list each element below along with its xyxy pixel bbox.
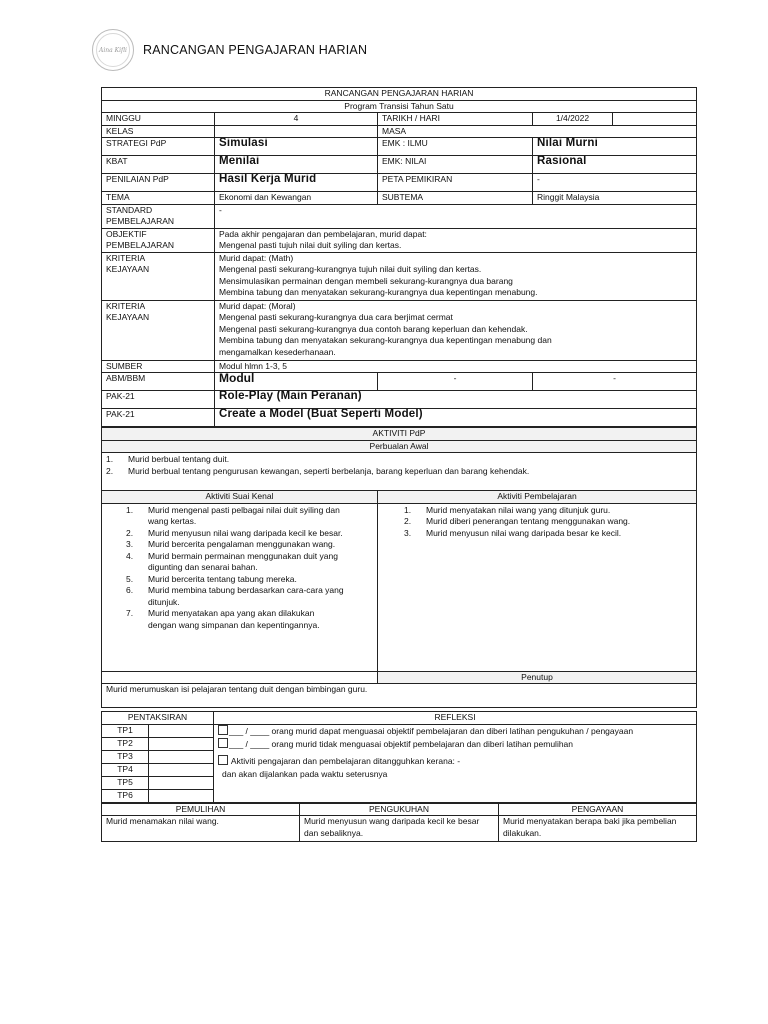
pemulihan-title: PEMULIHAN [102, 803, 300, 816]
tp-value [149, 789, 214, 802]
pak21-label-2: PAK-21 [102, 409, 215, 427]
pak21-value-1: Role-Play (Main Peranan) [215, 391, 697, 409]
emk-ilmu-value: Nilai Murni [533, 138, 697, 156]
abm-label: ABM/BBM [102, 373, 215, 391]
pak21-value-2: Create a Model (Buat Seperti Model) [215, 409, 697, 427]
kbat-value: Menilai [215, 156, 378, 174]
kelas-value [215, 125, 378, 138]
checkbox-icon [218, 755, 228, 765]
strategi-label: STRATEGI PdP [102, 138, 215, 156]
tarikh-value: 1/4/2022 [533, 113, 613, 126]
suai-kenal-list [102, 503, 378, 671]
rph-table [101, 87, 697, 427]
pak21-label-1: PAK-21 [102, 391, 215, 409]
tp-value [149, 737, 214, 750]
list-item: 2. Murid berbual tentang pengurusan kewangan, seperti berbelanja, barang keperluan dan barang kehendak. [106, 465, 530, 476]
page-header [92, 28, 367, 72]
tarikh-extra [613, 113, 697, 126]
penutup-spacer [102, 671, 378, 684]
tp-label: TP3 [102, 750, 149, 763]
checkbox-icon [218, 725, 228, 735]
list-item: 1. Murid menyatakan nilai wang yang ditunjuk guru. [404, 504, 611, 515]
aktiviti-title: AKTIVITI PdP [102, 428, 697, 441]
strategi-value: Simulasi [215, 138, 378, 156]
logo-text: Aina Kifli [99, 46, 127, 54]
objektif-value: Pada akhir pengajaran dan pembelajaran, murid dapat: Mengenal pasti tujuh nilai duit syiling dan kertas. [215, 228, 697, 252]
minggu-value: 4 [215, 113, 378, 126]
kriteria1-label: KRITERIA KEJAYAAN [102, 252, 215, 300]
list-item: 6. Murid membina tabung berdasarkan cara-cara yang ditunjuk. [126, 585, 344, 607]
kriteria1-value: Murid dapat: (Math) Mengenal pasti sekurang-kurangnya tujuh nilai duit syiling dan kertas. Mensimulasikan permainan dengan membeli sekurang-kurangnya dua barang Membina tabung dan menyatakan sekurang-kurangnya dua kepentingan menabung. [215, 252, 697, 300]
peta-label: PETA PEMIKIRAN [378, 174, 533, 192]
tema-label: TEMA [102, 192, 215, 205]
rph-title: RANCANGAN PENGAJARAN HARIAN [102, 88, 697, 101]
masa-label: MASA [378, 125, 697, 138]
objektif-label: OBJEKTIF PEMBELAJARAN [102, 228, 215, 252]
pembelajaran-title: Aktiviti Pembelajaran [378, 491, 697, 504]
tp-label: TP5 [102, 776, 149, 789]
pengayaan-text: Murid menyatakan berapa baki jika pembelian dilakukan. [499, 816, 697, 842]
kriteria2-value: Murid dapat: (Moral) Mengenal pasti sekurang-kurangnya dua cara berjimat cermat Mengenal pasti sekurang-kurangnya dua contoh barang keperluan dan kehendak. Membina tabung dan menyatakan sekurang-kurangnya dua kepentingan menabung dan mengamalkan kesederhanaan. [215, 300, 697, 360]
tp-label: TP4 [102, 763, 149, 776]
emk-nilai-value: Rasional [533, 156, 697, 174]
pentaksiran-title: PENTAKSIRAN [102, 712, 214, 725]
abm-value: Modul [215, 373, 378, 391]
list-item: 2. Murid diberi penerangan tentang menggunakan wang. [404, 516, 631, 526]
pengukuhan-text: Murid menyusun wang daripada kecil ke besar dan sebaliknya. [300, 816, 499, 842]
aktiviti-table [101, 427, 697, 708]
list-item: 5. Murid bercerita tentang tabung mereka. [126, 573, 297, 584]
emk-nilai-label: EMK: NILAI [378, 156, 533, 174]
penutup-text: Murid merumuskan isi pelajaran tentang duit dengan bimbingan guru. [102, 684, 697, 708]
peta-value: - [533, 174, 697, 192]
perbualan-title: Perbualan Awal [102, 440, 697, 453]
sp-value: - [215, 204, 697, 228]
subtema-value: Ringgit Malaysia [533, 192, 697, 205]
kelas-label: KELAS [102, 125, 215, 138]
pemulihan-text: Murid menamakan nilai wang. [102, 816, 300, 842]
list-item: 3. Murid menyusun nilai wang daripada besar ke kecil. [404, 527, 622, 538]
sp-label: STANDARD PEMBELAJARAN [102, 204, 215, 228]
penilaian-label: PENILAIAN PdP [102, 174, 215, 192]
penilaian-value: Hasil Kerja Murid [215, 174, 378, 192]
tp-label: TP6 [102, 789, 149, 802]
pengayaan-title: PENGAYAAN [499, 803, 697, 816]
subtema-label: SUBTEMA [378, 192, 533, 205]
checkbox-icon [218, 738, 228, 748]
list-item: 7. Murid menyatakan apa yang akan dilakukan dengan wang simpanan dan kepentingannya. [126, 608, 320, 630]
sumber-label: SUMBER [102, 360, 215, 373]
abm-dash-2: - [533, 373, 697, 391]
list-item: 1. Murid berbual tentang duit. [106, 454, 230, 464]
pembelajaran-list [378, 503, 697, 671]
program-title: Program Transisi Tahun Satu [102, 100, 697, 113]
logo [92, 29, 134, 71]
refleksi-content: ___ / ____ orang murid dapat menguasai objektif pembelajaran dan diberi latihan pengukuhan / pengayaan ___ / ____ orang murid tidak menguasai objektif pembelajaran dan diberi latihan pemulihan Aktiviti pengajaran dan pembelajaran ditangguhkan kerana: - dan akan dijalankan pada waktu seterusnya [214, 724, 697, 802]
tp-value [149, 750, 214, 763]
tp-value [149, 763, 214, 776]
susulan-table [101, 803, 697, 843]
kriteria2-label: KRITERIA KEJAYAAN [102, 300, 215, 360]
pentaksiran-table [101, 711, 697, 803]
kbat-label: KBAT [102, 156, 215, 174]
perbualan-list [102, 453, 697, 491]
rph-document [101, 87, 696, 842]
tema-value: Ekonomi dan Kewangan [215, 192, 378, 205]
abm-dash-1: - [378, 373, 533, 391]
page-title: RANCANGAN PENGAJARAN HARIAN [143, 43, 368, 57]
tarikh-label: TARIKH / HARI [378, 113, 533, 126]
penutup-title: Penutup [378, 671, 697, 684]
tp-label: TP1 [102, 724, 149, 737]
tp-value [149, 724, 214, 737]
list-item: 4. Murid bermain permainan menggunakan duit yang digunting dan senarai bahan. [126, 550, 338, 572]
list-item: 3. Murid bercerita pengalaman menggunakan wang. [126, 539, 336, 549]
pengukuhan-title: PENGUKUHAN [300, 803, 499, 816]
minggu-label: MINGGU [102, 113, 215, 126]
tp-label: TP2 [102, 737, 149, 750]
tp-value [149, 776, 214, 789]
list-item: 1. Murid mengenal pasti pelbagai nilai duit syiling dan wang kertas. [126, 504, 340, 526]
sumber-value: Modul hlmn 1-3, 5 [215, 360, 697, 373]
suai-kenal-title: Aktiviti Suai Kenal [102, 491, 378, 504]
emk-ilmu-label: EMK : ILMU [378, 138, 533, 156]
list-item: 2. Murid menyusun nilai wang daripada kecil ke besar. [126, 527, 343, 538]
refleksi-title: REFLEKSI [214, 712, 697, 725]
